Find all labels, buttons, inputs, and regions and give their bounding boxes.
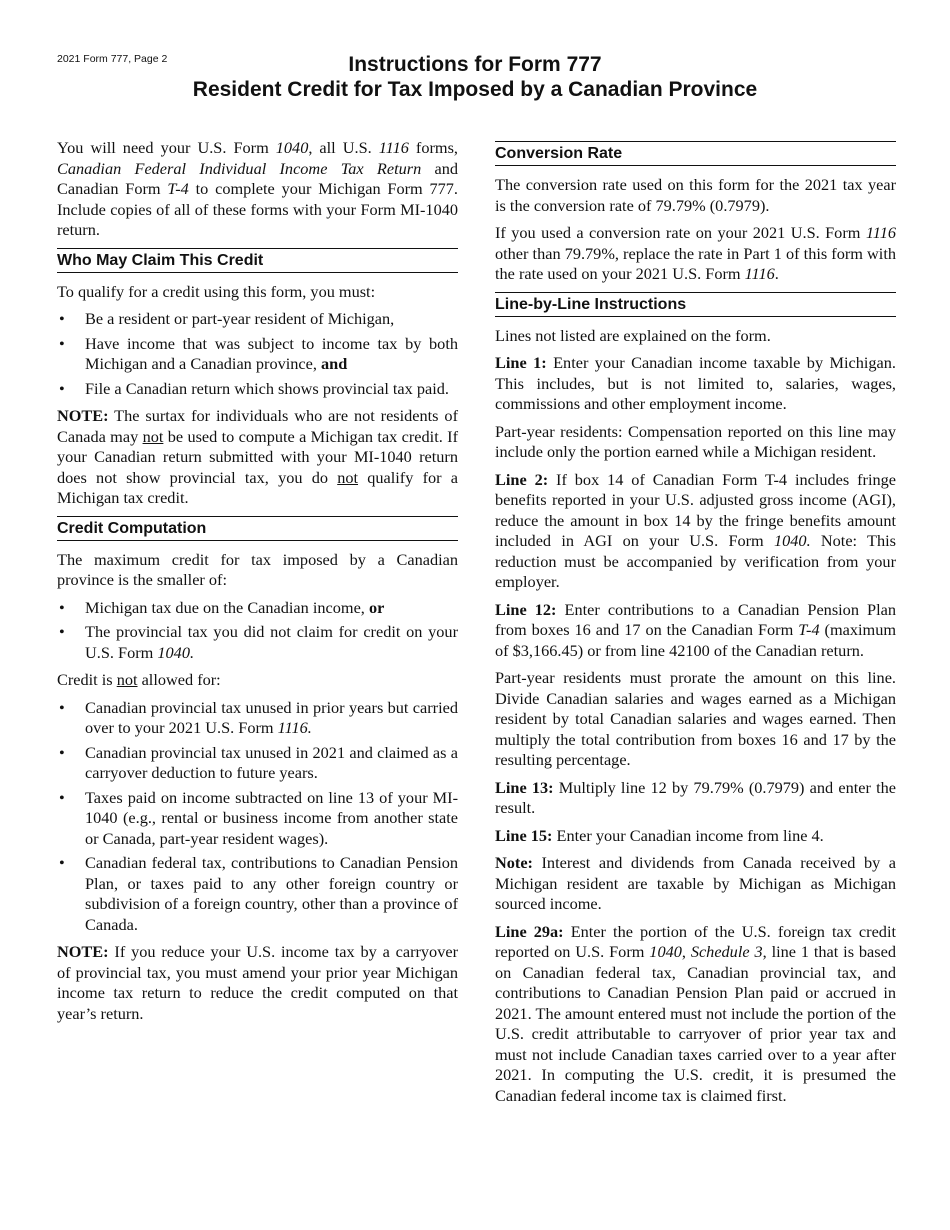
- qualify-list: [57, 309, 458, 399]
- line-12-part-year: Part-year residents must prorate the amount on this line. Divide Canadian salaries and wages earned as a Michigan resident by total Canadian salaries and wages earned. Then multiply the total contribution from boxes 16 and 17 by the resulting percentage.: [495, 668, 896, 769]
- who-note: NOTE: The surtax for individuals who are not residents of Canada may not be used to compute a Michigan tax credit. If your Canadian return submitted with your MI-1040 return does not show provincial tax, you do not qualify for a Michigan tax credit.: [57, 406, 459, 507]
- list-item: • Michigan tax due on the Canadian income, or: [57, 598, 458, 619]
- line-15: Line 15: Enter your Canadian income from line 4.: [495, 825, 824, 845]
- who-lead: To qualify for a credit using this form, you must:: [57, 281, 376, 301]
- line-1: Line 1: Enter your Canadian income taxable by Michigan. This includes, but is not limited to, salaries, wages, commissions and other employment income.: [495, 353, 896, 413]
- line-12: Line 12: Enter contributions to a Canadian Pension Plan from boxes 16 and 17 on the Canadian Form T-4 (maximum of $3,166.45) or from line 42100 of the Canadian return.: [495, 599, 897, 660]
- list-item: • Canadian provincial tax unused in 2021 and claimed as a carryover deduction to future years.: [57, 743, 458, 784]
- smaller-of-list: [57, 598, 458, 664]
- list-item: • Canadian federal tax, contributions to Canadian Pension Plan, or taxes paid to any other foreign country or subdivision of a foreign country, other than a province of Canada.: [57, 853, 458, 935]
- page-title: [0, 52, 950, 102]
- credit-lead: The maximum credit for tax imposed by a Canadian province is the smaller of:: [57, 549, 458, 589]
- list-item: • Have income that was subject to income tax by both Michigan and a Canadian province, and: [57, 334, 458, 375]
- credit-not-allowed: Credit is not allowed for:: [57, 670, 221, 689]
- line-by-line-heading: Line-by-Line Instructions: [495, 292, 896, 317]
- conversion-rate-heading: Conversion Rate: [495, 141, 896, 166]
- page-label: 2021 Form 777, Page 2: [57, 53, 168, 65]
- line-13: Line 13: Multiply line 12 by 79.79% (0.7979) and enter the result.: [495, 777, 896, 817]
- line-1-part-year: Part-year residents: Compensation reported on this line may include only the portion earned while a Michigan resident.: [495, 421, 896, 461]
- not-allowed-list: [57, 698, 458, 936]
- list-item: • The provincial tax you did not claim for credit on your U.S. Form 1040.: [57, 622, 458, 663]
- right-column: [495, 141, 896, 1113]
- line-2: Line 2: If box 14 of Canadian Form T-4 includes fringe benefits reported in your U.S. adjusted gross income (AGI), reduce the amount in box 14 by the fringe benefits amount included in AGI on your U.S. Form 1040. Note: This reduction must be accompanied by verification from your employer.: [495, 469, 896, 591]
- title-line-2: Resident Credit for Tax Imposed by a Canadian Province: [192, 78, 758, 101]
- list-item: • File a Canadian return which shows provincial tax paid.: [57, 379, 458, 400]
- credit-note: NOTE: If you reduce your U.S. income tax by a carryover of provincial tax, you must amend your prior year Michigan income tax return to reduce the credit computed on that year’s return.: [57, 942, 458, 1023]
- lines-intro: Lines not listed are explained on the form.: [495, 325, 771, 345]
- credit-computation-heading: Credit Computation: [57, 516, 458, 541]
- list-item: • Canadian provincial tax unused in prior years but carried over to your 2021 U.S. Form 1116.: [57, 698, 458, 739]
- conversion-p2: If you used a conversion rate on your 2021 U.S. Form 1116 other than 79.79%, replace the rate in Part 1 of this form with the rate used on your 2021 U.S. Form 1116.: [495, 223, 896, 283]
- list-item: • Be a resident or part-year resident of Michigan,: [57, 309, 458, 330]
- list-item: • Taxes paid on income subtracted on line 13 of your MI-1040 (e.g., rental or business income from another state or Canada, part-year resident wages).: [57, 788, 458, 850]
- dividends-note: Note: Interest and dividends from Canada received by a Michigan resident are taxable by Michigan as Michigan sourced income.: [495, 853, 896, 913]
- who-may-claim-heading: Who May Claim This Credit: [57, 248, 458, 273]
- left-column: [57, 138, 458, 1031]
- conversion-p1: The conversion rate used on this form for the 2021 tax year is the conversion rate of 79.79% (0.7979).: [495, 175, 896, 215]
- title-line-1: Instructions for Form 777: [348, 53, 602, 76]
- line-29a: Line 29a: Enter the portion of the U.S. foreign tax credit reported on U.S. Form 1040, Schedule 3, line 1 that is based on Canadian federal tax, Canadian provincial tax, and contributions to Canadian Pension Plan paid or accrued in 2021. The amount entered must not include the portion of the U.S. credit attributable to carryover of prior year tax and must not include Canadian taxes carried over to a year after 2021. In computing the U.S. credit, it is presumed the Canadian federal income tax is claimed first.: [495, 921, 896, 1105]
- intro-paragraph: You will need your U.S. Form 1040, all U.S. 1116 forms, Canadian Federal Individual Income Tax Return and Canadian Form T-4 to complete your Michigan Form 777. Include copies of all of these forms with your Form MI-1040 return.: [57, 138, 459, 239]
